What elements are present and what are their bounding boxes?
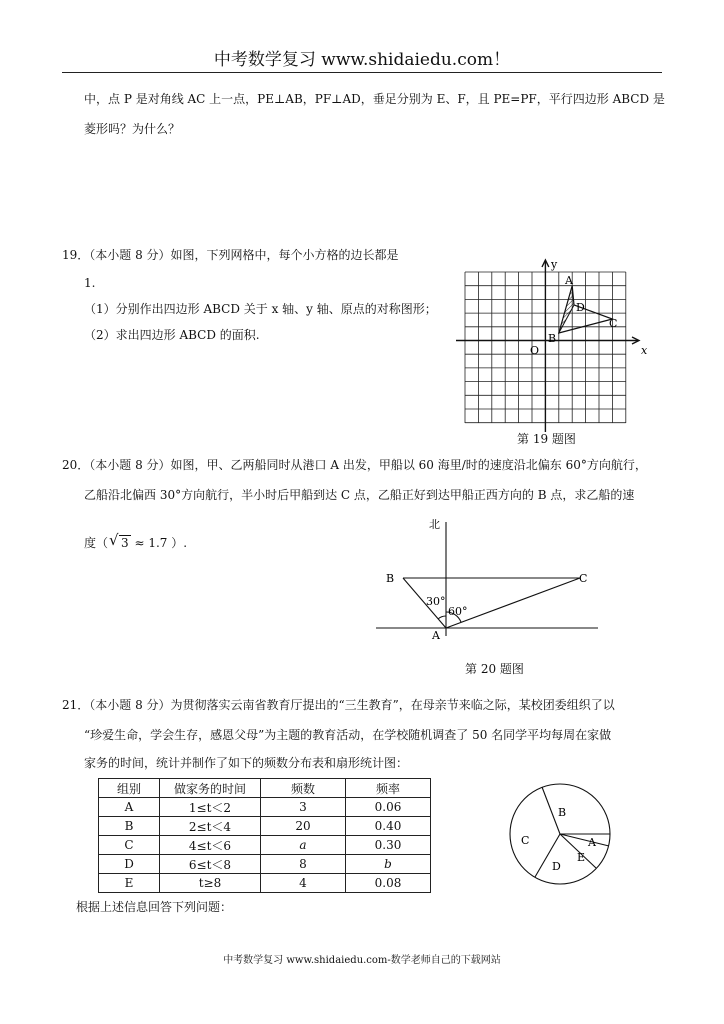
q19-grid-figure	[452, 255, 662, 450]
q21-after-text: 根据上述信息回答下列问题：	[76, 900, 233, 914]
table-cell: 6≤t＜8	[160, 855, 261, 874]
q19-line2: 1.	[84, 276, 96, 290]
q21-line2: “珍爱生命，学会生存，感恩父母”为主题的教育活动，在学校随机调查了 50 名同学平均每周在家做	[84, 728, 612, 742]
north-label: 北	[429, 518, 440, 531]
q19-line1: 19．（本小题 8 分）如图，下列网格中，每个小方格的边长都是	[62, 248, 399, 262]
q21-line1: 21．（本小题 8 分）为贯彻落实云南省教育厅提出的“三生教育”，在母亲节来临之际，某校团委组织了以	[62, 698, 615, 712]
table-cell: t≥8	[160, 874, 261, 893]
angle-label-60: 60°	[448, 605, 468, 618]
table-cell: 0.30	[346, 836, 431, 855]
table-cell: B	[99, 817, 160, 836]
table-row	[99, 855, 431, 874]
table-cell: 2≤t＜4	[160, 817, 261, 836]
table-row	[99, 798, 431, 817]
q19-part1: （1）分别作出四边形 ABCD 关于 x 轴、y 轴、原点的对称图形；	[84, 302, 437, 316]
table-cell: 3	[261, 798, 346, 817]
table-row	[99, 817, 431, 836]
q20-line3	[84, 531, 188, 550]
q18-line2: 菱形吗？为什么？	[84, 122, 181, 136]
table-cell: 20	[261, 817, 346, 836]
table-cell: D	[99, 855, 160, 874]
pie-label-e: E	[577, 851, 586, 864]
table-cell: b	[346, 855, 431, 874]
pie-label-d: D	[552, 860, 561, 873]
table-header-cell: 组别	[99, 779, 160, 798]
table-cell: 8	[261, 855, 346, 874]
q21-line3: 家务的时间，统计并制作了如下的频数分布表和扇形统计图：	[84, 756, 409, 770]
sqrt-radicand: 3	[121, 536, 129, 550]
frequency-table	[98, 778, 431, 893]
point-label-c: C	[579, 572, 588, 585]
point-label-a: A	[432, 629, 440, 642]
pie-label-b: B	[558, 806, 567, 819]
sqrt-expression	[109, 531, 131, 550]
table-cell: 0.06	[346, 798, 431, 817]
page-header-title: 中考数学复习 www.shidaiedu.com！	[213, 50, 511, 70]
q20-line3-suffix: ≈ 1.7 ）.	[130, 536, 188, 550]
pie-label-a: A	[588, 836, 596, 849]
q20-figure-caption: 第 20 题图	[465, 662, 524, 676]
point-label-b: B	[386, 572, 395, 585]
table-header-cell: 频率	[346, 779, 431, 798]
page-footer: 中考数学复习 www.shidaiedu.com-数学老师自己的下载网站	[223, 955, 501, 966]
vertex-label-b: B	[548, 332, 557, 345]
axis-label-x: x	[641, 344, 648, 357]
angle-label-30: 30°	[426, 595, 446, 608]
table-header-cell: 做家务的时间	[160, 779, 261, 798]
sqrt-radical-sign: √	[109, 531, 119, 549]
table-cell: C	[99, 836, 160, 855]
table-row	[99, 874, 431, 893]
vertex-label-a: A	[565, 274, 573, 287]
q20-line3-prefix: 度（	[84, 536, 109, 550]
vertex-label-d: D	[576, 301, 585, 314]
q18-line1: 中，点 P 是对角线 AC 上一点，PE⊥AB，PF⊥AD，垂足分别为 E、F，且 PE=PF，平行四边形 ABCD 是	[84, 92, 665, 106]
pie-label-c: C	[521, 834, 530, 847]
q19-figure-caption: 第 19 题图	[517, 432, 576, 446]
table-cell: a	[261, 836, 346, 855]
segment-ac	[446, 578, 580, 628]
angle-arc-30	[438, 616, 446, 619]
vertex-label-c: C	[609, 317, 618, 330]
table-row	[99, 836, 431, 855]
table-cell: 0.40	[346, 817, 431, 836]
q20-direction-figure	[360, 512, 610, 662]
axis-label-y: y	[551, 258, 558, 271]
q20-line2: 乙船沿北偏西 30°方向航行，半小时后甲船到达 C 点，乙船正好到达甲船正西方向的 B 点，求乙船的速	[84, 488, 635, 502]
table-cell: E	[99, 874, 160, 893]
origin-label: O	[530, 344, 540, 357]
table-header-row	[99, 779, 431, 798]
q19-part2: （2）求出四边形 ABCD 的面积.	[84, 328, 260, 342]
table-cell: 4≤t＜6	[160, 836, 261, 855]
table-header-cell: 频数	[261, 779, 346, 798]
table-cell: 0.08	[346, 874, 431, 893]
table-cell: 1≤t＜2	[160, 798, 261, 817]
header-rule	[62, 72, 662, 73]
table-cell: 4	[261, 874, 346, 893]
pie-chart	[500, 782, 630, 888]
q20-line1: 20．（本小题 8 分）如图，甲、乙两船同时从港口 A 出发，甲船以 60 海里/时的速度沿北偏东 60°方向航行，	[62, 458, 647, 472]
table-cell: A	[99, 798, 160, 817]
